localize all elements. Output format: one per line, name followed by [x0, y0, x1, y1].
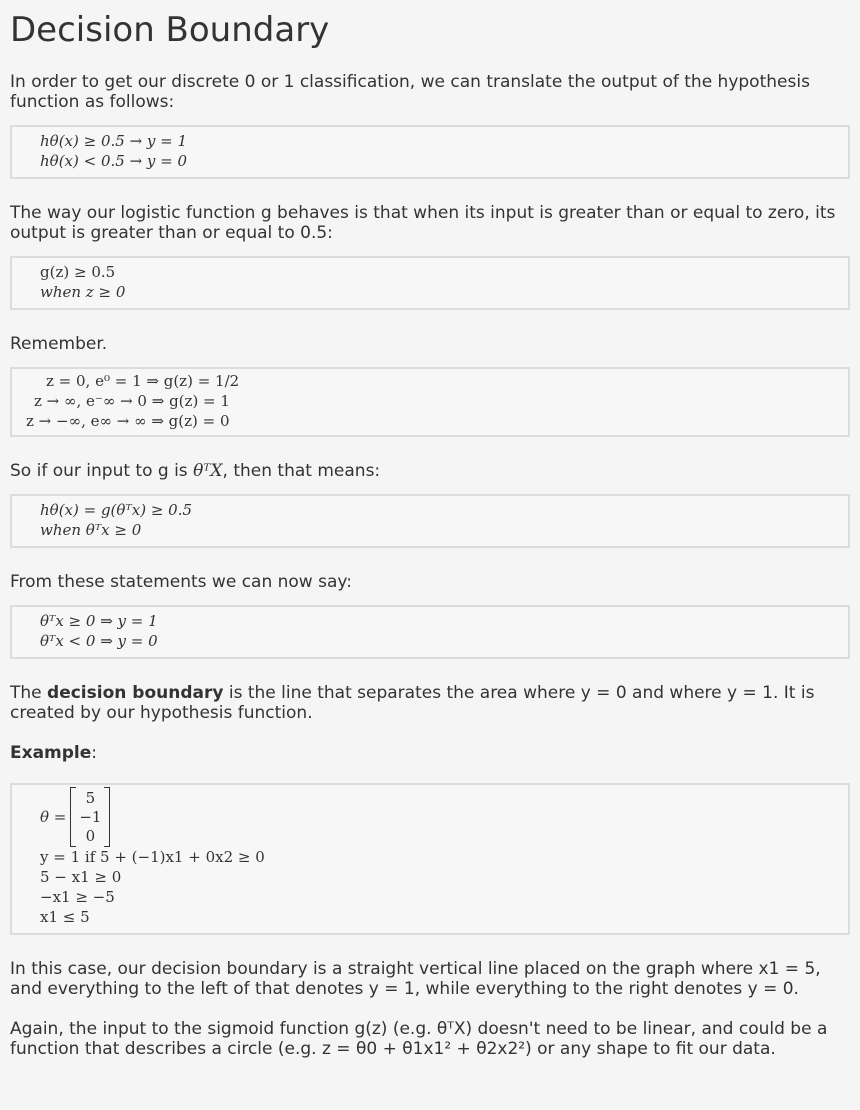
paragraph-case: In this case, our decision boundary is a straight vertical line placed on the graph where x1 = 5, and everything to the left of that denotes y = 1, while everything to the right denotes y = 0.	[10, 959, 821, 999]
math-line: hθ(x) < 0.5 → y = 0	[40, 152, 188, 170]
math-line: when z ≥ 0	[40, 283, 126, 301]
matrix-cell: 0	[85, 826, 96, 845]
math-line: z → −∞, e∞ → ∞ ⇒ g(z) = 0	[26, 412, 230, 430]
paragraph-again: Again, the input to the sigmoid function g(z) (e.g. θᵀX) doesn't need to be linear, and could be a function that describes a circle (e.g. z = θ0 + θ1x1² + θ2x2²) or any shape to fit our data.	[10, 1019, 828, 1059]
math-line: θᵀx < 0 ⇒ y = 0	[40, 632, 158, 650]
math-line: when θᵀx ≥ 0	[40, 521, 142, 539]
logistic-box	[10, 256, 850, 310]
math-line: z = 0, e⁰ = 1 ⇒ g(z) = 1/2	[46, 372, 240, 390]
paragraph-intro: In order to get our discrete 0 or 1 classification, we can translate the output of the hypothesis function as follows:	[10, 72, 810, 112]
math-line: y = 1 if 5 + (−1)x1 + 0x2 ≥ 0	[40, 848, 265, 866]
math-line: z → ∞, e⁻∞ → 0 ⇒ g(z) = 1	[34, 392, 230, 410]
text-fragment: The	[10, 683, 48, 703]
paragraph-decision-boundary	[10, 683, 850, 723]
math-line: hθ(x) = g(θᵀx) ≥ 0.5	[40, 501, 193, 519]
example-box	[10, 783, 850, 935]
math-line: 5 − x1 ≥ 0	[40, 868, 122, 886]
math-line: hθ(x) ≥ 0.5 → y = 1	[40, 132, 188, 150]
term-decision-boundary: decision boundary	[47, 683, 224, 703]
example-label: Example	[10, 743, 92, 763]
right-bracket	[104, 787, 110, 847]
theta-vector	[40, 787, 848, 847]
math-line: x1 ≤ 5	[40, 908, 90, 926]
paragraph-example	[10, 743, 850, 763]
text-fragment: , then that means:	[222, 461, 381, 481]
math-line: θᵀx ≥ 0 ⇒ y = 1	[40, 612, 158, 630]
remember-box	[10, 367, 850, 437]
math-line: −x1 ≥ −5	[40, 888, 115, 906]
math-line: g(z) ≥ 0.5	[40, 263, 116, 281]
hypothesis-box	[10, 125, 850, 179]
page-title: Decision Boundary	[10, 10, 330, 50]
matrix-cell: −1	[79, 807, 102, 826]
paragraph-statements: From these statements we can now say:	[10, 572, 352, 592]
theta-label: θ =	[40, 808, 67, 826]
statements-box	[10, 605, 850, 659]
paragraph-logistic: The way our logistic function g behaves is that when its input is greater than or equal to zero, its output is greater than or equal to 0.5:	[10, 203, 836, 243]
text-fragment: is the line that separates the area where y = 0 and where y = 1. It is created by our hypothesis function.	[10, 683, 815, 723]
paragraph-input	[10, 461, 850, 481]
text-fragment: So if our input to g is	[10, 461, 194, 481]
paragraph-remember: Remember.	[10, 334, 108, 354]
math-inline: θᵀX	[193, 461, 223, 481]
matrix-cell: 5	[85, 788, 96, 807]
input-box	[10, 494, 850, 548]
text-fragment: :	[91, 743, 98, 763]
matrix-column	[76, 789, 104, 846]
